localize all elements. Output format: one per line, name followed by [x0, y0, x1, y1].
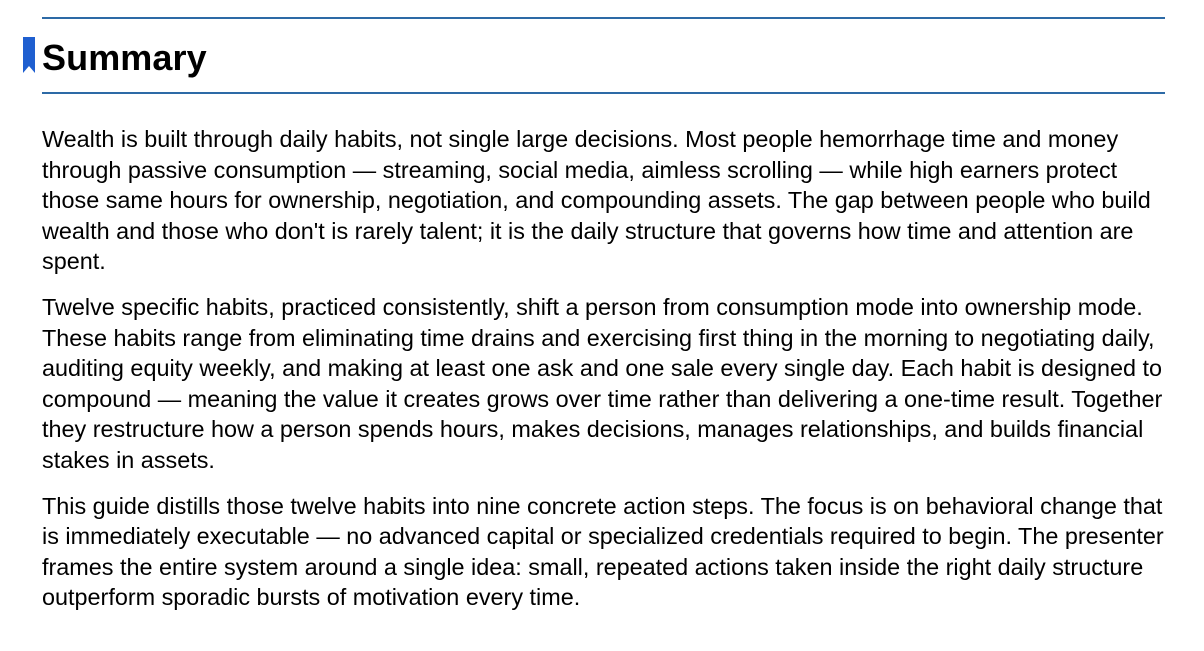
summary-body — [42, 124, 1165, 613]
summary-paragraph-2: Twelve specific habits, practiced consistently, shift a person from consumption mode into ownership mode. These habits range from eliminating time drains and exercising first thing in the morning to negotiating daily, auditing equity weekly, and making at least one ask and one sale every single day. Each habit is designed to compound — meaning the value it creates grows over time rather than delivering a one-time result. Together they restructure how a person spends hours, makes decisions, manages relationships, and builds financial stakes in assets. — [42, 293, 1163, 473]
summary-heading: Summary — [42, 37, 207, 78]
heading-divider — [42, 92, 1165, 94]
summary-heading-row — [42, 19, 1165, 92]
bookmark-icon — [21, 37, 37, 75]
summary-paragraph-1: Wealth is built through daily habits, not single large decisions. Most people hemorrhage time and money through passive consumption — streaming, social media, aimless scrolling — while high earners protect those same hours for ownership, negotiation, and compounding assets. The gap between people who build wealth and those who don't is rarely talent; it is the daily structure that governs how time and attention are spent. — [42, 126, 1151, 275]
summary-section — [42, 17, 1165, 628]
summary-paragraph-3: This guide distills those twelve habits into nine concrete action steps. The focus is on behavioral change that is immediately executable — no advanced capital or specialized credentials required to begin. The presenter frames the entire system around a single idea: small, repeated actions taken inside the right daily structure outperform sporadic bursts of motivation every time. — [42, 492, 1164, 611]
